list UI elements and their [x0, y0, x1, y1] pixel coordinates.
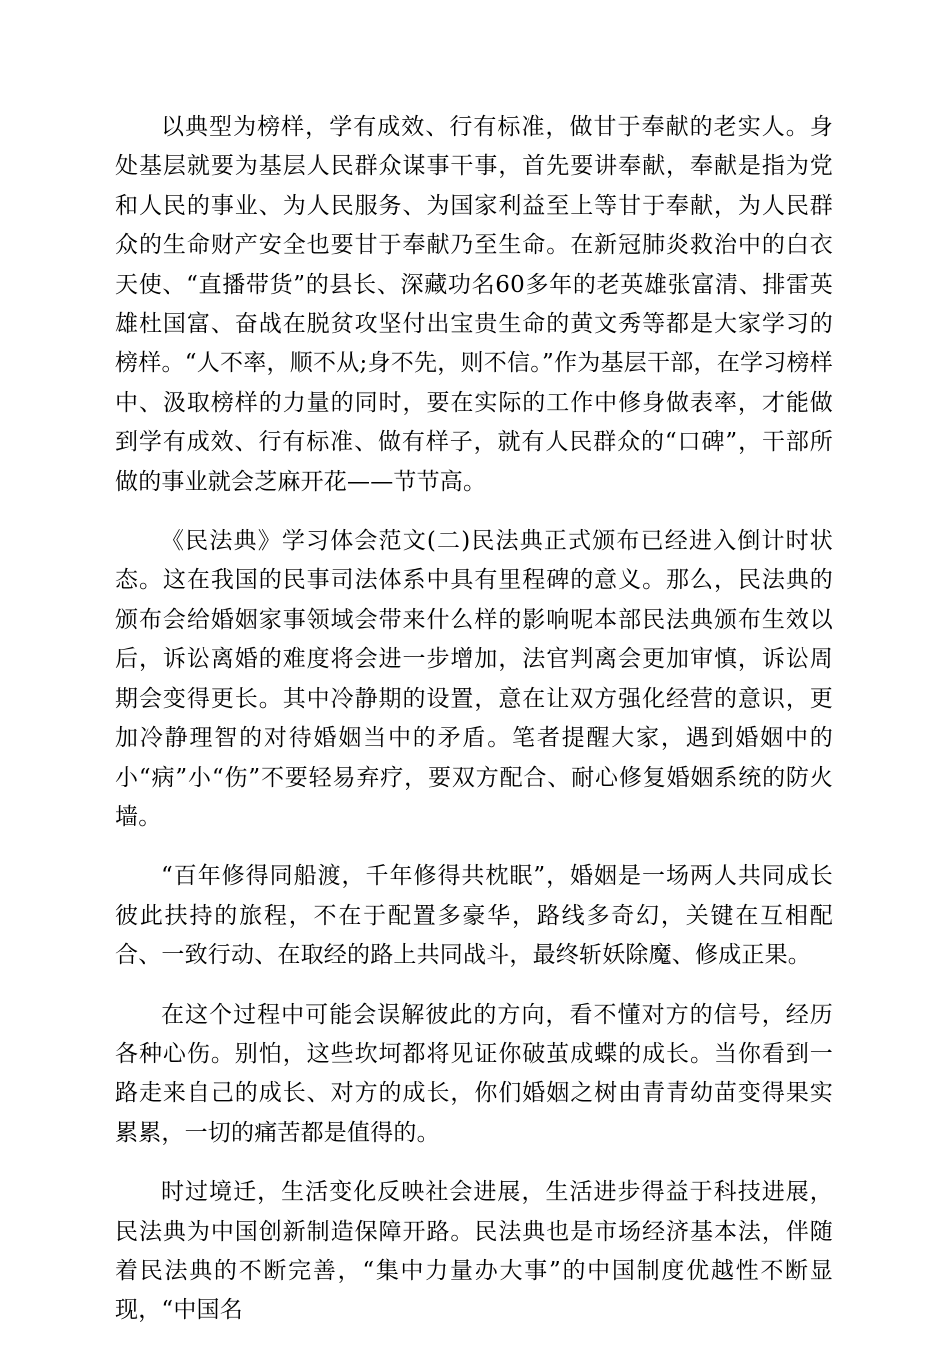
paragraph-civil-code-intro: 《民法典》学习体会范文(二)民法典正式颁布已经进入倒计时状态。这在我国的民事司法体系中具有里程碑的意义。那么，民法典的颁布会给婚姻家事领域会带来什么样的影响呢本部民法典颁布生效以后，诉讼离婚的难度将会进一步增加，法官判离会更加审慎，诉讼周期会变得更长。其中冷静期的设置，意在让双方强化经营的意识，更加冷静理智的对待婚姻当中的矛盾。笔者提醒大家，遇到婚姻中的小“病”小“伤”不要轻易弃疗，要双方配合、耐心修复婚姻系统的防火墙。	[115, 528, 833, 830]
paragraph-role-models: 以典型为榜样，学有成效、行有标准，做甘于奉献的老实人。身处基层就要为基层人民群众谋事干事，首先要讲奉献，奉献是指为党和人民的事业、为人民服务、为国家利益至上等甘于奉献，为人民群众的生命财产安全也要甘于奉献乃至生命。在新冠肺炎救治中的白衣天使、“直播带货”的县长、深藏功名60多年的老英雄张富清、排雷英雄杜国富、奋战在脱贫攻坚付出宝贵生命的黄文秀等都是大家学习的榜样。“人不率，顺不从;身不先，则不信。”作为基层干部，在学习榜样中、汲取榜样的力量的同时，要在实际的工作中修身做表率，才能做到学有成效、行有标准、做有样子，就有人民群众的“口碑”，干部所做的事业就会芝麻开花——节节高。	[115, 114, 833, 495]
document-body	[115, 108, 833, 1351]
paragraph-social-progress: 时过境迁，生活变化反映社会进展，生活进步得益于科技进展，民法典为中国创新制造保障开路。民法典也是市场经济基本法，伴随着民法典的不断完善，“集中力量办大事”的中国制度优越性不断显现，“中国名	[115, 1179, 833, 1324]
paragraph-growth: 在这个过程中可能会误解彼此的方向，看不懂对方的信号，经历各种心伤。别怕，这些坎坷都将见证你破茧成蝶的成长。当你看到一路走来自己的成长、对方的成长，你们婚姻之树由青青幼苗变得果实累累，一切的痛苦都是值得的。	[115, 1001, 833, 1146]
paragraph-marriage-journey: “百年修得同船渡，千年修得共枕眠”，婚姻是一场两人共同成长彼此扶持的旅程，不在于配置多豪华，路线多奇幻，关键在互相配合、一致行动、在取经的路上共同战斗，最终斩妖除魔、修成正果。	[115, 863, 833, 969]
